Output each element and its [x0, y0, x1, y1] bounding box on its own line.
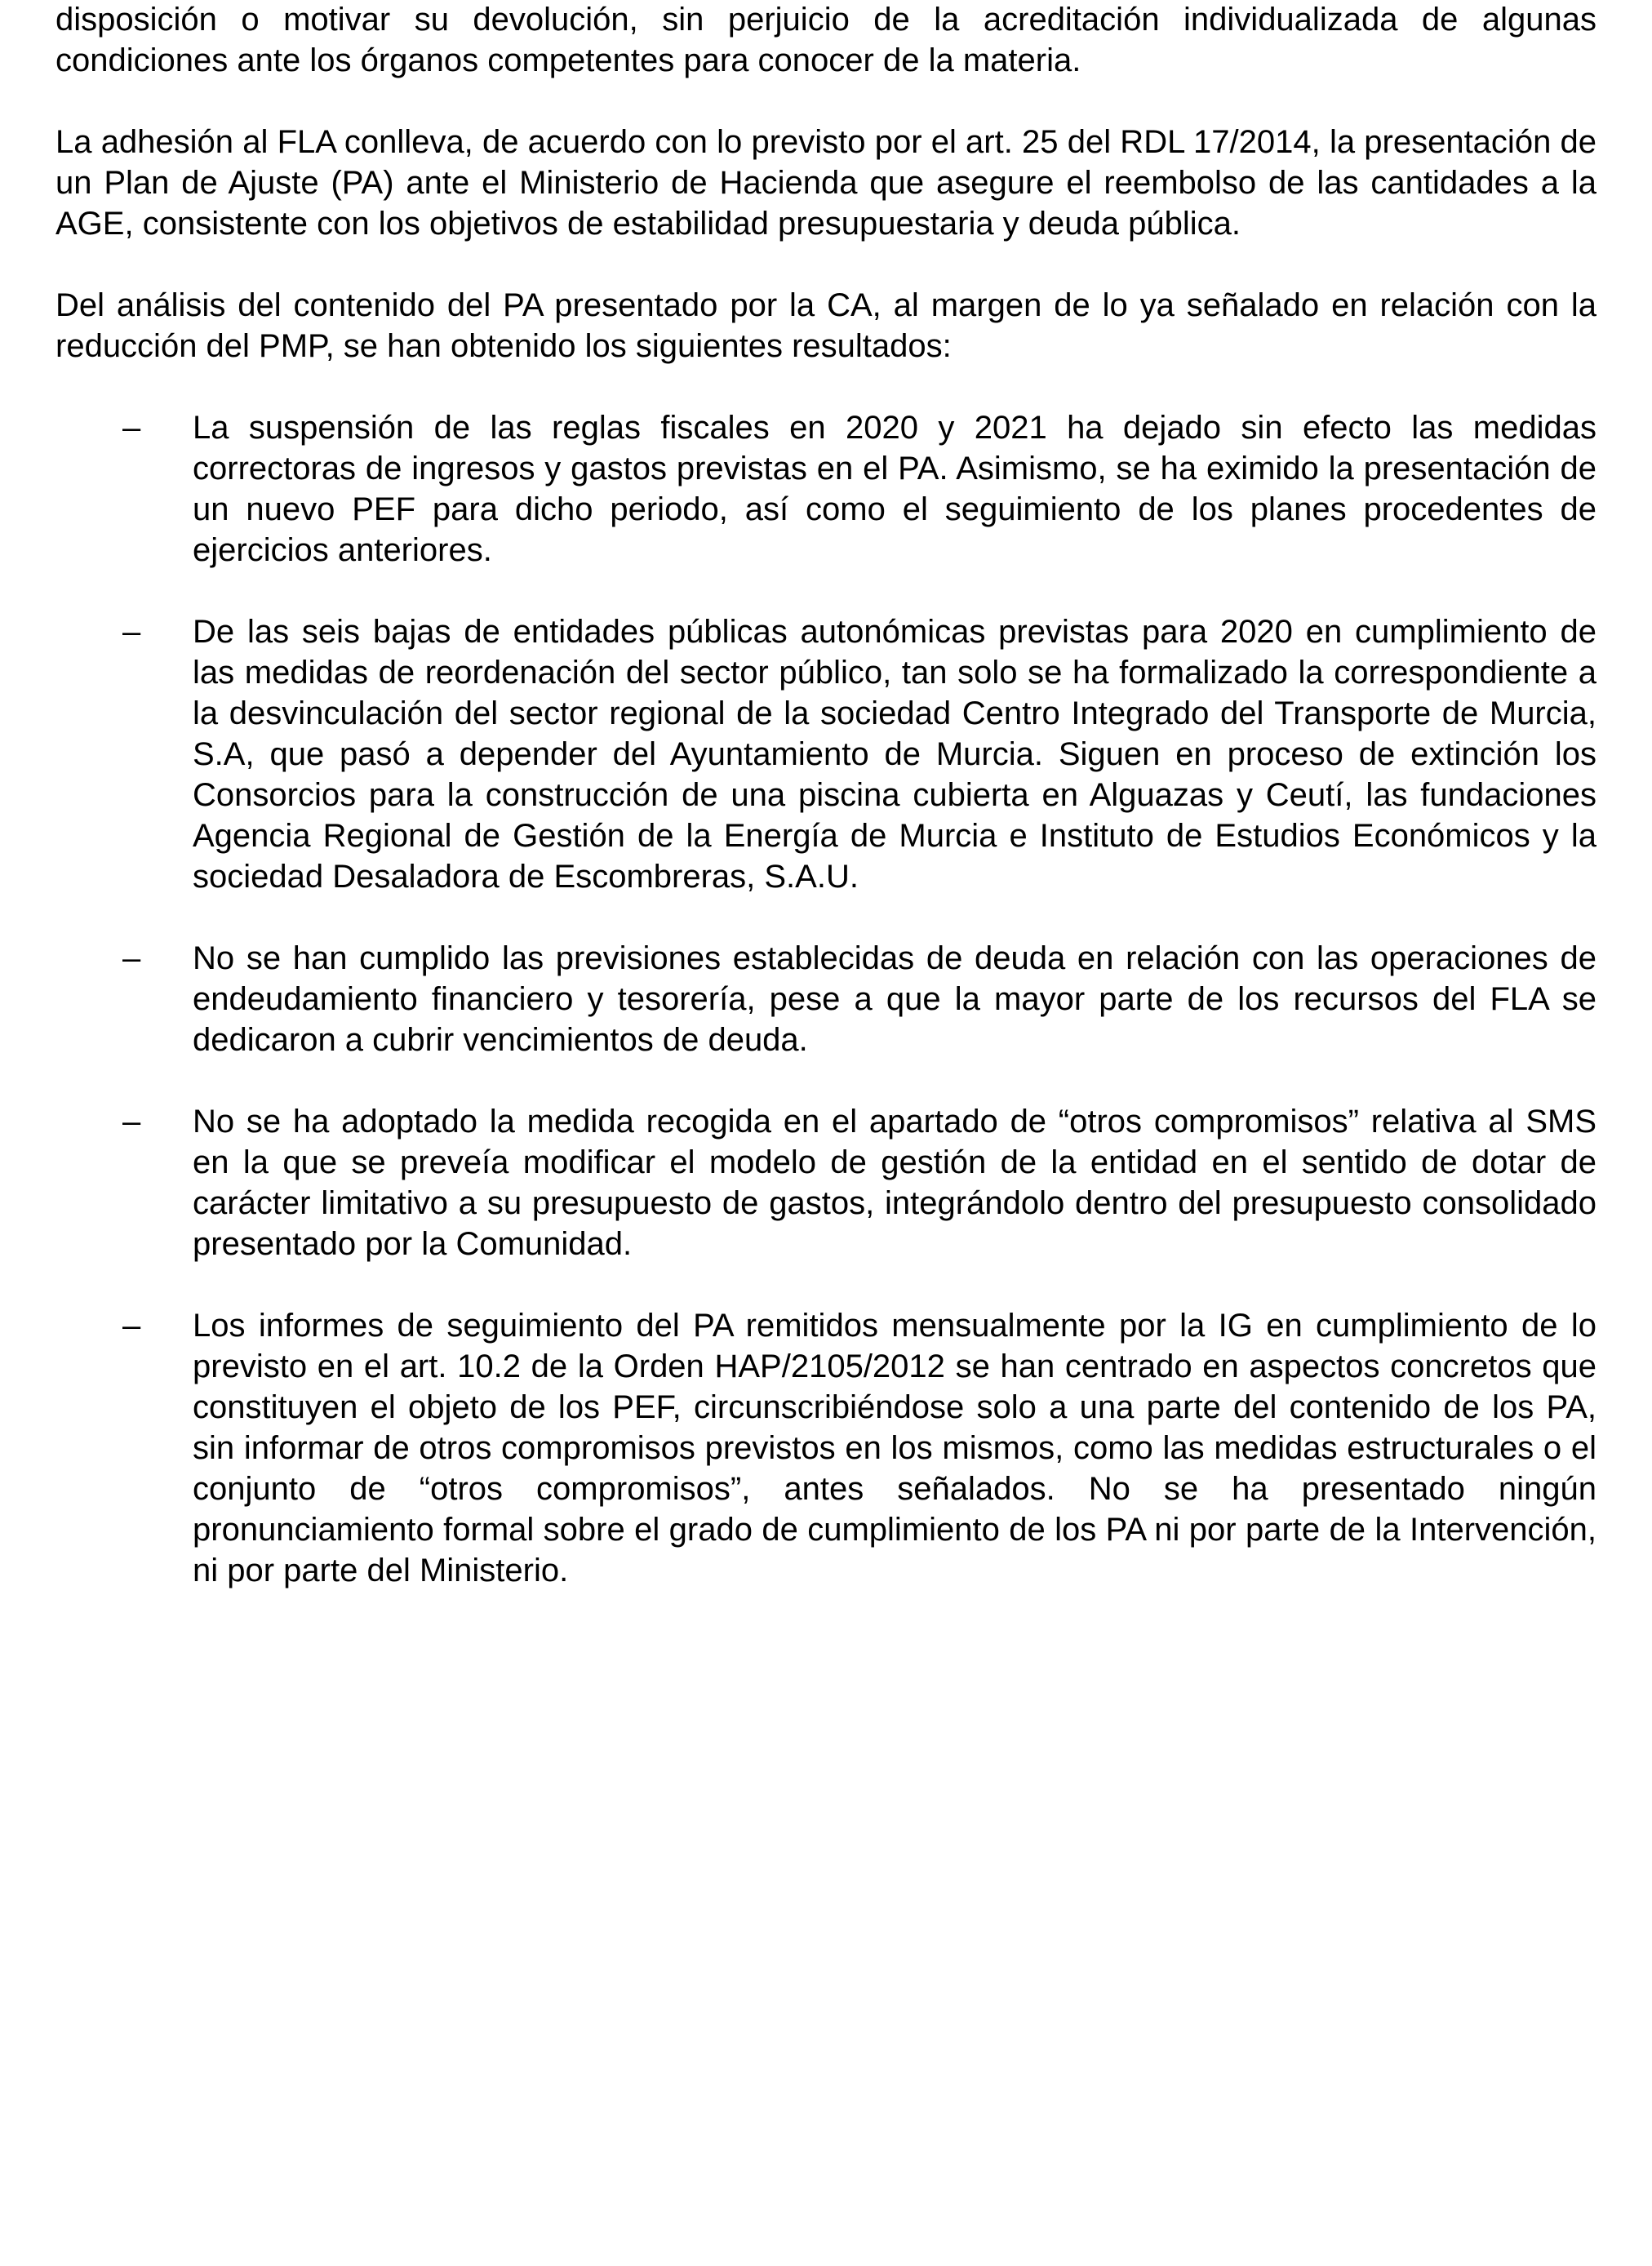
list-item-text: No se ha adoptado la medida recogida en el apartado de “otros compromisos” relativa al SMS en la que se preveía modificar el modelo de gestión de la entidad en el sentido de dotar de carácter limitativo a su presupuesto de gastos, integrándolo dentro del presupuesto consolidado presentado por la Comunidad.	[193, 1104, 1596, 1262]
list-item	[56, 611, 1596, 897]
list-item	[56, 1305, 1596, 1591]
paragraph-continuation: disposición o motivar su devolución, sin perjuicio de la acreditación individualizada de algunas condiciones ante los órganos competentes para conocer de la materia.	[56, 2, 1596, 78]
list-item-text: Los informes de seguimiento del PA remitidos mensualmente por la IG en cumplimiento de lo previsto en el art. 10.2 de la Orden HAP/2105/2012 se han centrado en aspectos concretos que constituyen el objeto de los PEF, circunscribiéndose solo a una parte del contenido de los PA, sin informar de otros compromisos previstos en los mismos, como las medidas estructurales o el conjunto de “otros compromisos”, antes señalados. No se ha presentado ningún pronunciamiento formal sobre el grado de cumplimiento de los PA ni por parte de la Intervención, ni por parte del Ministerio.	[193, 1308, 1596, 1588]
results-list	[56, 407, 1596, 1591]
dash-bullet-icon: –	[122, 410, 141, 446]
list-item	[56, 407, 1596, 571]
list-item-text: De las seis bajas de entidades públicas autonómicas previstas para 2020 en cumplimiento de las medidas de reordenación del sector público, tan solo se ha formalizado la correspondiente a la desvinculación del sector regional de la sociedad Centro Integrado del Transporte de Murcia, S.A, que pasó a depender del Ayuntamiento de Murcia. Siguen en proceso de extinción los Consorcios para la construcción de una piscina cubierta en Alguazas y Ceutí, las fundaciones Agencia Regional de Gestión de la Energía de Murcia e Instituto de Estudios Económicos y la sociedad Desaladora de Escombreras, S.A.U.	[193, 614, 1596, 895]
dash-bullet-icon: –	[122, 614, 141, 650]
list-item-text: La suspensión de las reglas fiscales en 2020 y 2021 ha dejado sin efecto las medidas correctoras de ingresos y gastos previstas en el PA. Asimismo, se ha eximido la presentación de un nuevo PEF para dicho periodo, así como el seguimiento de los planes procedentes de ejercicios anteriores.	[193, 410, 1596, 568]
paragraph-pa-analysis-intro: Del análisis del contenido del PA presentado por la CA, al margen de lo ya señalado en relación con la reducción del PMP, se han obtenido los siguientes resultados:	[56, 287, 1596, 364]
list-item	[56, 1101, 1596, 1264]
dash-bullet-icon: –	[122, 1104, 141, 1140]
list-item-text: No se han cumplido las previsiones establecidas de deuda en relación con las operaciones de endeudamiento financiero y tesorería, pese a que la mayor parte de los recursos del FLA se dedicaron a cubrir vencimientos de deuda.	[193, 940, 1596, 1058]
document-body	[56, 0, 1596, 1591]
list-item	[56, 938, 1596, 1060]
dash-bullet-icon: –	[122, 1308, 141, 1344]
dash-bullet-icon: –	[122, 940, 141, 976]
paragraph-fla-adhesion: La adhesión al FLA conlleva, de acuerdo con lo previsto por el art. 25 del RDL 17/2014, la presentación de un Plan de Ajuste (PA) ante el Ministerio de Hacienda que asegure el reembolso de las cantidades a la AGE, consistente con los objetivos de estabilidad presupuestaria y deuda pública.	[56, 124, 1596, 242]
